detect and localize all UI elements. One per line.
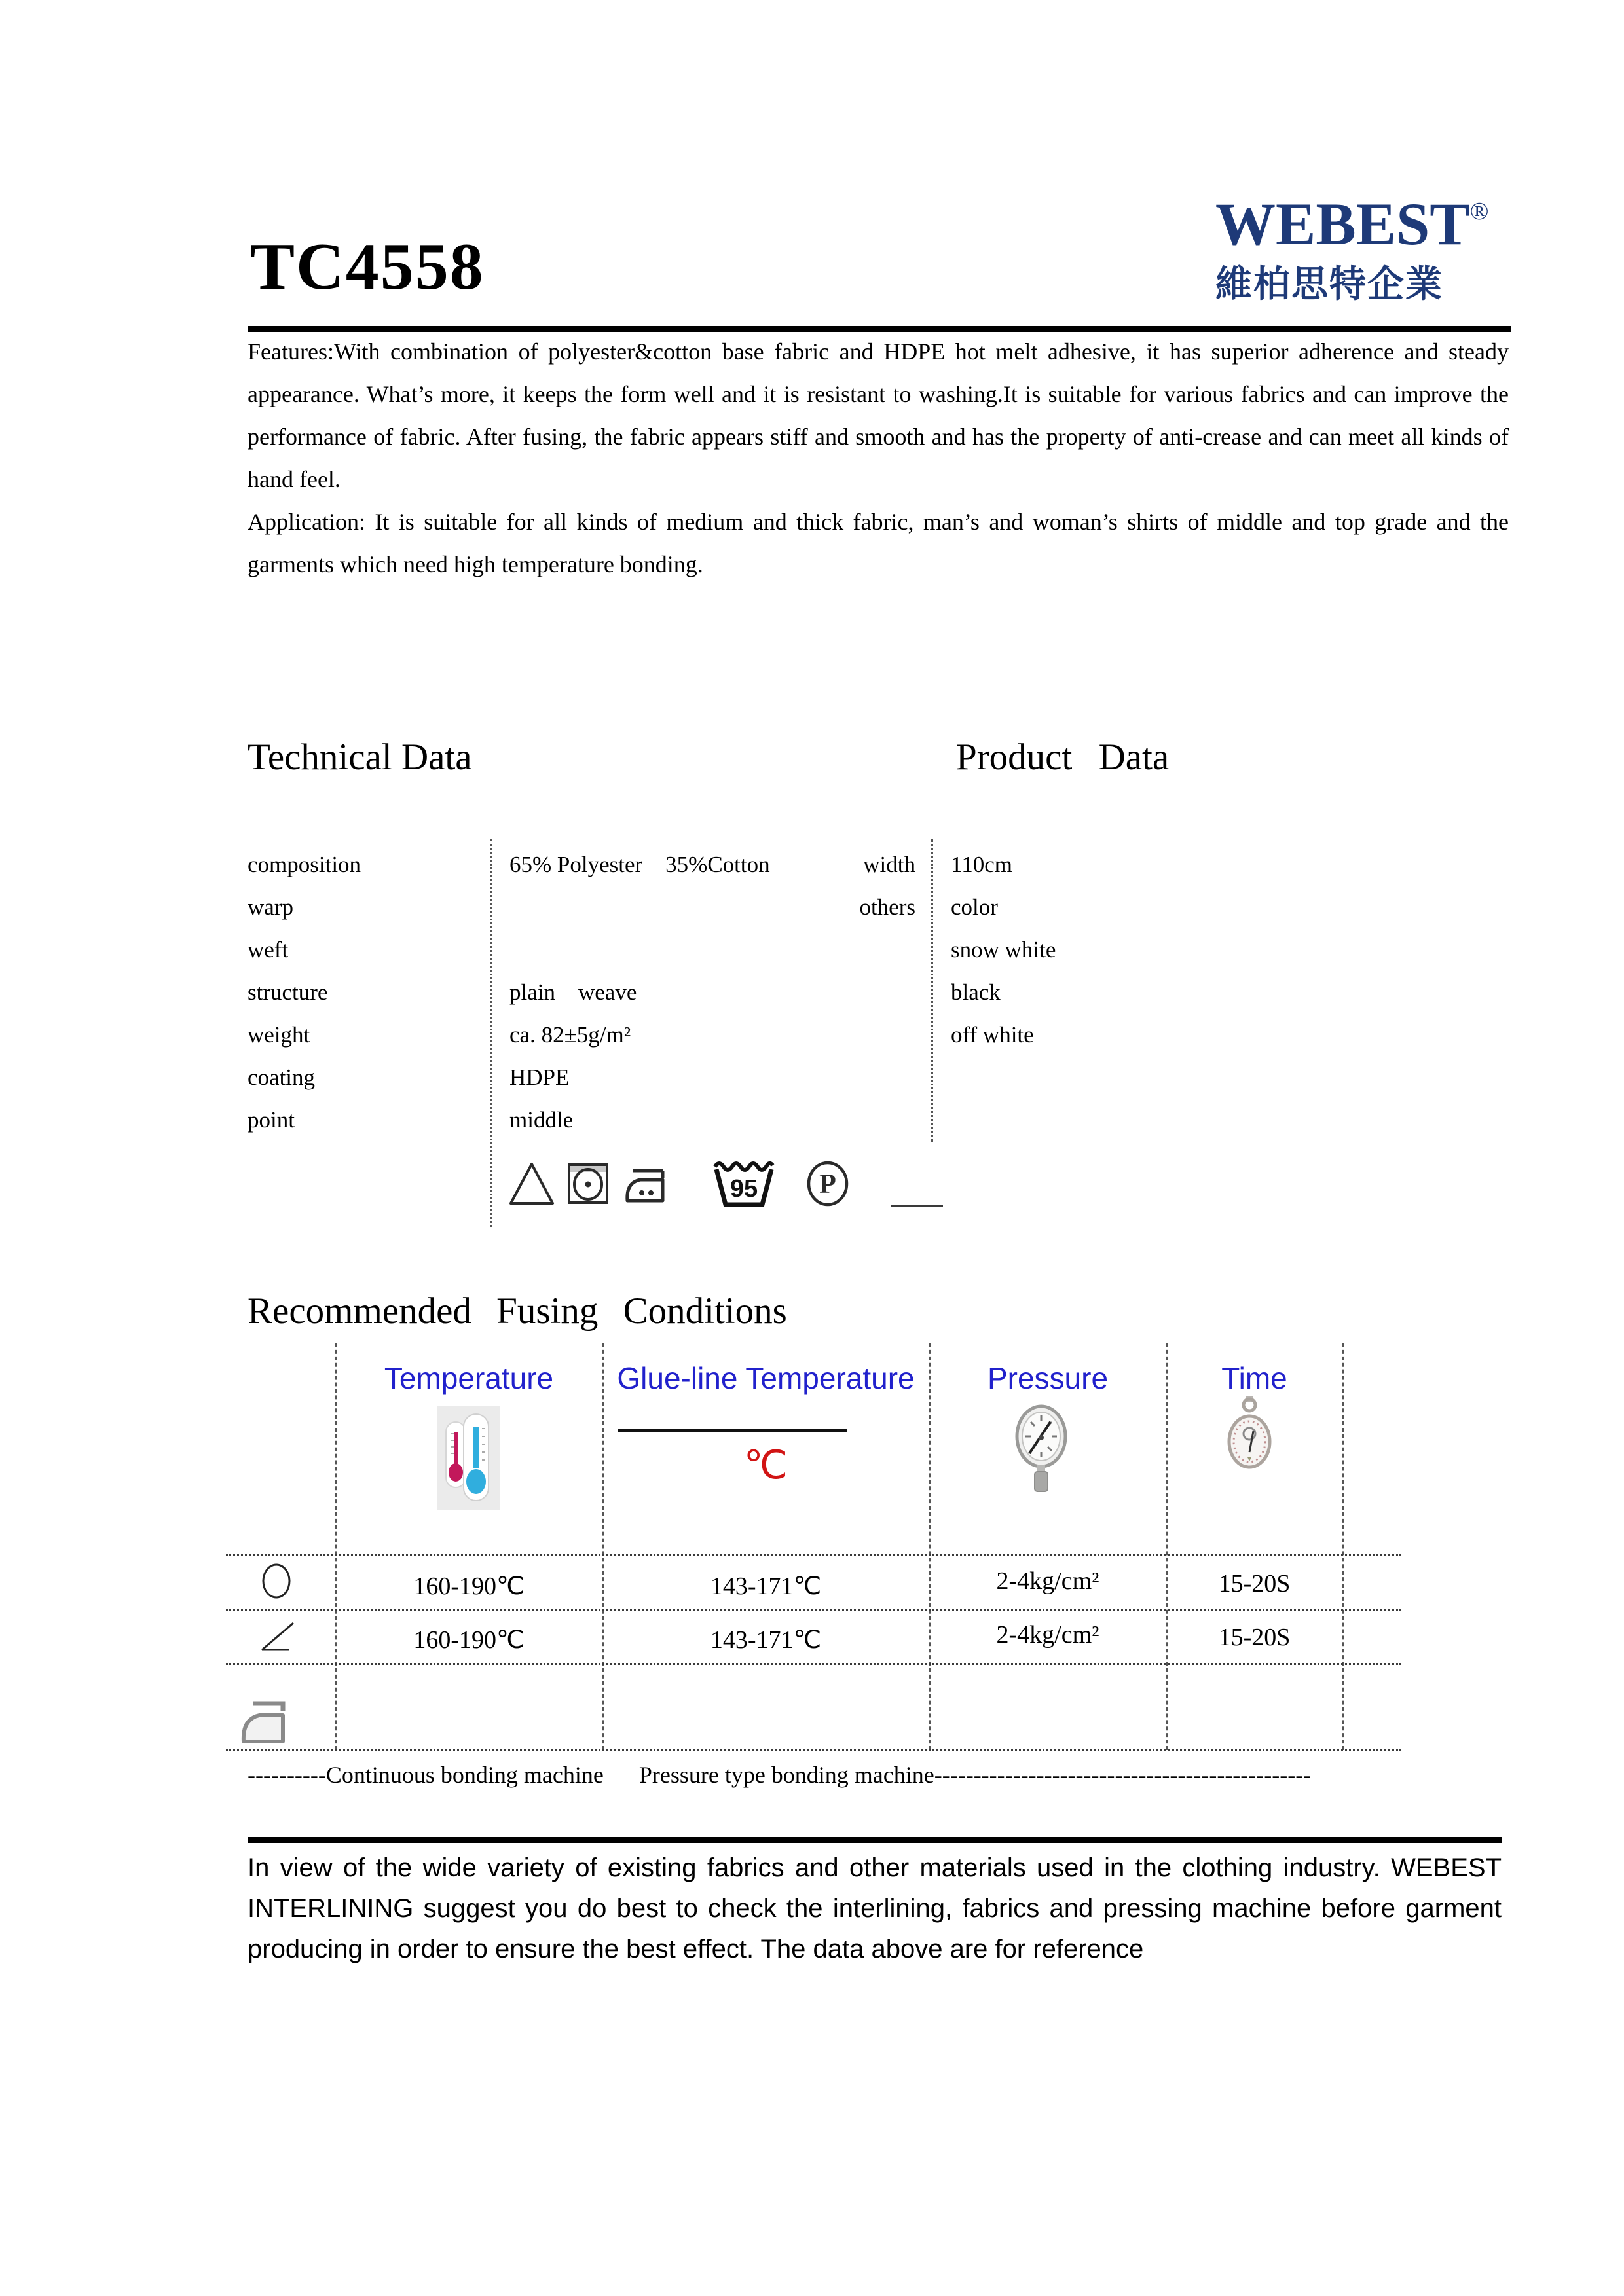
tumble-dry-icon: [567, 1163, 609, 1208]
tech-value-weight: ca. 82±5g/m²: [509, 1022, 631, 1048]
fusing-row-line-3: [226, 1663, 1401, 1665]
col-header-glue-line: Glue-line Temperature: [617, 1361, 915, 1395]
row2-temperature: 160-190℃: [413, 1626, 525, 1654]
features-paragraph: Features:With combination of polyester&cotton base fabric and HDPE hot melt adhesive, it has superior adherence and steady appearance. What’s more, it keeps the form well and it is resistant to washing.It is suitable for various fabrics and can improve the performance of fabric. After fusing, the fabric appears stiff and smooth and has the property of anti-crease and can meet all kinds of hand feel.: [248, 338, 1509, 492]
col-header-time: Time: [1221, 1361, 1287, 1395]
technical-values: [509, 843, 770, 1141]
product-value-width: 110cm: [951, 852, 1012, 877]
row2-glue-line: 143-171℃: [710, 1626, 822, 1654]
product-value-color: color: [951, 894, 998, 920]
col-header-temperature: Temperature: [384, 1361, 554, 1395]
row2-time: 15-20S: [1218, 1624, 1291, 1651]
tech-label-composition: composition: [248, 852, 361, 877]
fusing-conditions-heading: Recommended Fusing Conditions: [248, 1290, 787, 1332]
stopwatch-icon: [1226, 1394, 1273, 1478]
product-side-labels: [773, 843, 915, 928]
tech-value-point: middle: [509, 1107, 574, 1133]
tech-label-weft: weft: [248, 937, 289, 962]
side-label-width: width: [863, 852, 915, 877]
page-title: TC4558: [250, 230, 485, 304]
fusing-row-line-4: [226, 1749, 1401, 1751]
tech-label-coating: coating: [248, 1065, 316, 1090]
disclaimer-paragraph: In view of the wide variety of existing fabrics and other materials used in the clothing industry. WEBEST INTERLINING suggest you do best to check the interlining, fabrics and pressing machine before garment producing in order to ensure the best effect. The data above are for reference: [248, 1853, 1502, 1963]
dry-clean-letter: P: [819, 1169, 836, 1199]
thermometer-icon: [437, 1406, 500, 1513]
fusing-row-line-2: [226, 1609, 1401, 1611]
tech-table-divider-2: [931, 839, 933, 1142]
row1-glue-line: 143-171℃: [710, 1573, 822, 1600]
glue-line-rule: [618, 1429, 847, 1432]
product-value-off-white: off white: [951, 1022, 1034, 1048]
logo-chinese-text: 維柏思特企業: [1215, 263, 1443, 304]
product-value-black: black: [951, 979, 1001, 1005]
footer-divider: [248, 1837, 1502, 1843]
product-values: [951, 843, 1056, 1056]
row2-pressure: 2-4kg/cm²: [996, 1621, 1099, 1649]
fusing-row-line-1: [226, 1554, 1401, 1556]
tech-table-divider-1: [490, 839, 492, 1227]
fusing-col-divider-5: [1342, 1343, 1344, 1750]
registered-mark: ®: [1469, 198, 1489, 225]
row1-time: 15-20S: [1218, 1570, 1291, 1597]
tech-label-structure: structure: [248, 979, 328, 1005]
technical-labels: [248, 843, 361, 1141]
tech-label-weight: weight: [248, 1022, 310, 1048]
tech-value-coating: HDPE: [509, 1065, 570, 1090]
bonding-machine-note: ----------Continuous bonding machine Pressure type bonding machine------------------------------------------------: [248, 1762, 1312, 1788]
application-paragraph: Application: It is suitable for all kinds of medium and thick fabric, man’s and woman’s shirts of middle and top grade and the garments which need high temperature bonding.: [248, 509, 1509, 577]
intro-block: [248, 331, 1509, 586]
celsius-unit-label: ℃: [743, 1444, 788, 1487]
technical-data-heading: Technical Data: [248, 737, 472, 778]
logo-brand-text: [1215, 191, 1497, 257]
bleach-triangle-icon: [508, 1160, 555, 1211]
tech-value-structure: plain weave: [509, 979, 637, 1005]
company-logo: [1215, 191, 1497, 308]
row1-circle-icon: [259, 1561, 293, 1605]
dry-clean-p-icon: [805, 1160, 850, 1211]
row1-pressure: 2-4kg/cm²: [996, 1567, 1099, 1595]
tech-label-point: point: [248, 1107, 295, 1133]
iron-care-icon: [619, 1165, 673, 1211]
fusing-col-divider-3: [929, 1343, 931, 1750]
tech-label-warp: warp: [248, 894, 293, 920]
dry-flat-line-icon: [891, 1205, 943, 1207]
fusing-col-divider-4: [1166, 1343, 1168, 1750]
fusing-col-divider-1: [335, 1343, 337, 1750]
tech-value-weft: [509, 928, 770, 971]
product-value-snow-white: snow white: [951, 937, 1056, 962]
wash-temp-label: 95: [729, 1175, 758, 1203]
tech-value-composition: 65% Polyester 35%Cotton: [509, 852, 770, 877]
side-label-others: others: [859, 894, 915, 920]
fusing-col-divider-2: [602, 1343, 604, 1750]
wash-95-icon: [711, 1156, 777, 1213]
row1-temperature: 160-190℃: [413, 1573, 525, 1600]
logo-wordmark: WEBEST: [1215, 191, 1470, 257]
row3-iron-icon: [236, 1696, 293, 1751]
pressure-gauge-icon: [1014, 1397, 1069, 1513]
tech-value-warp: [509, 886, 770, 928]
product-data-heading: Product Data: [956, 737, 1170, 778]
col-header-pressure: Pressure: [987, 1361, 1109, 1395]
row2-angle-icon: [255, 1614, 299, 1661]
